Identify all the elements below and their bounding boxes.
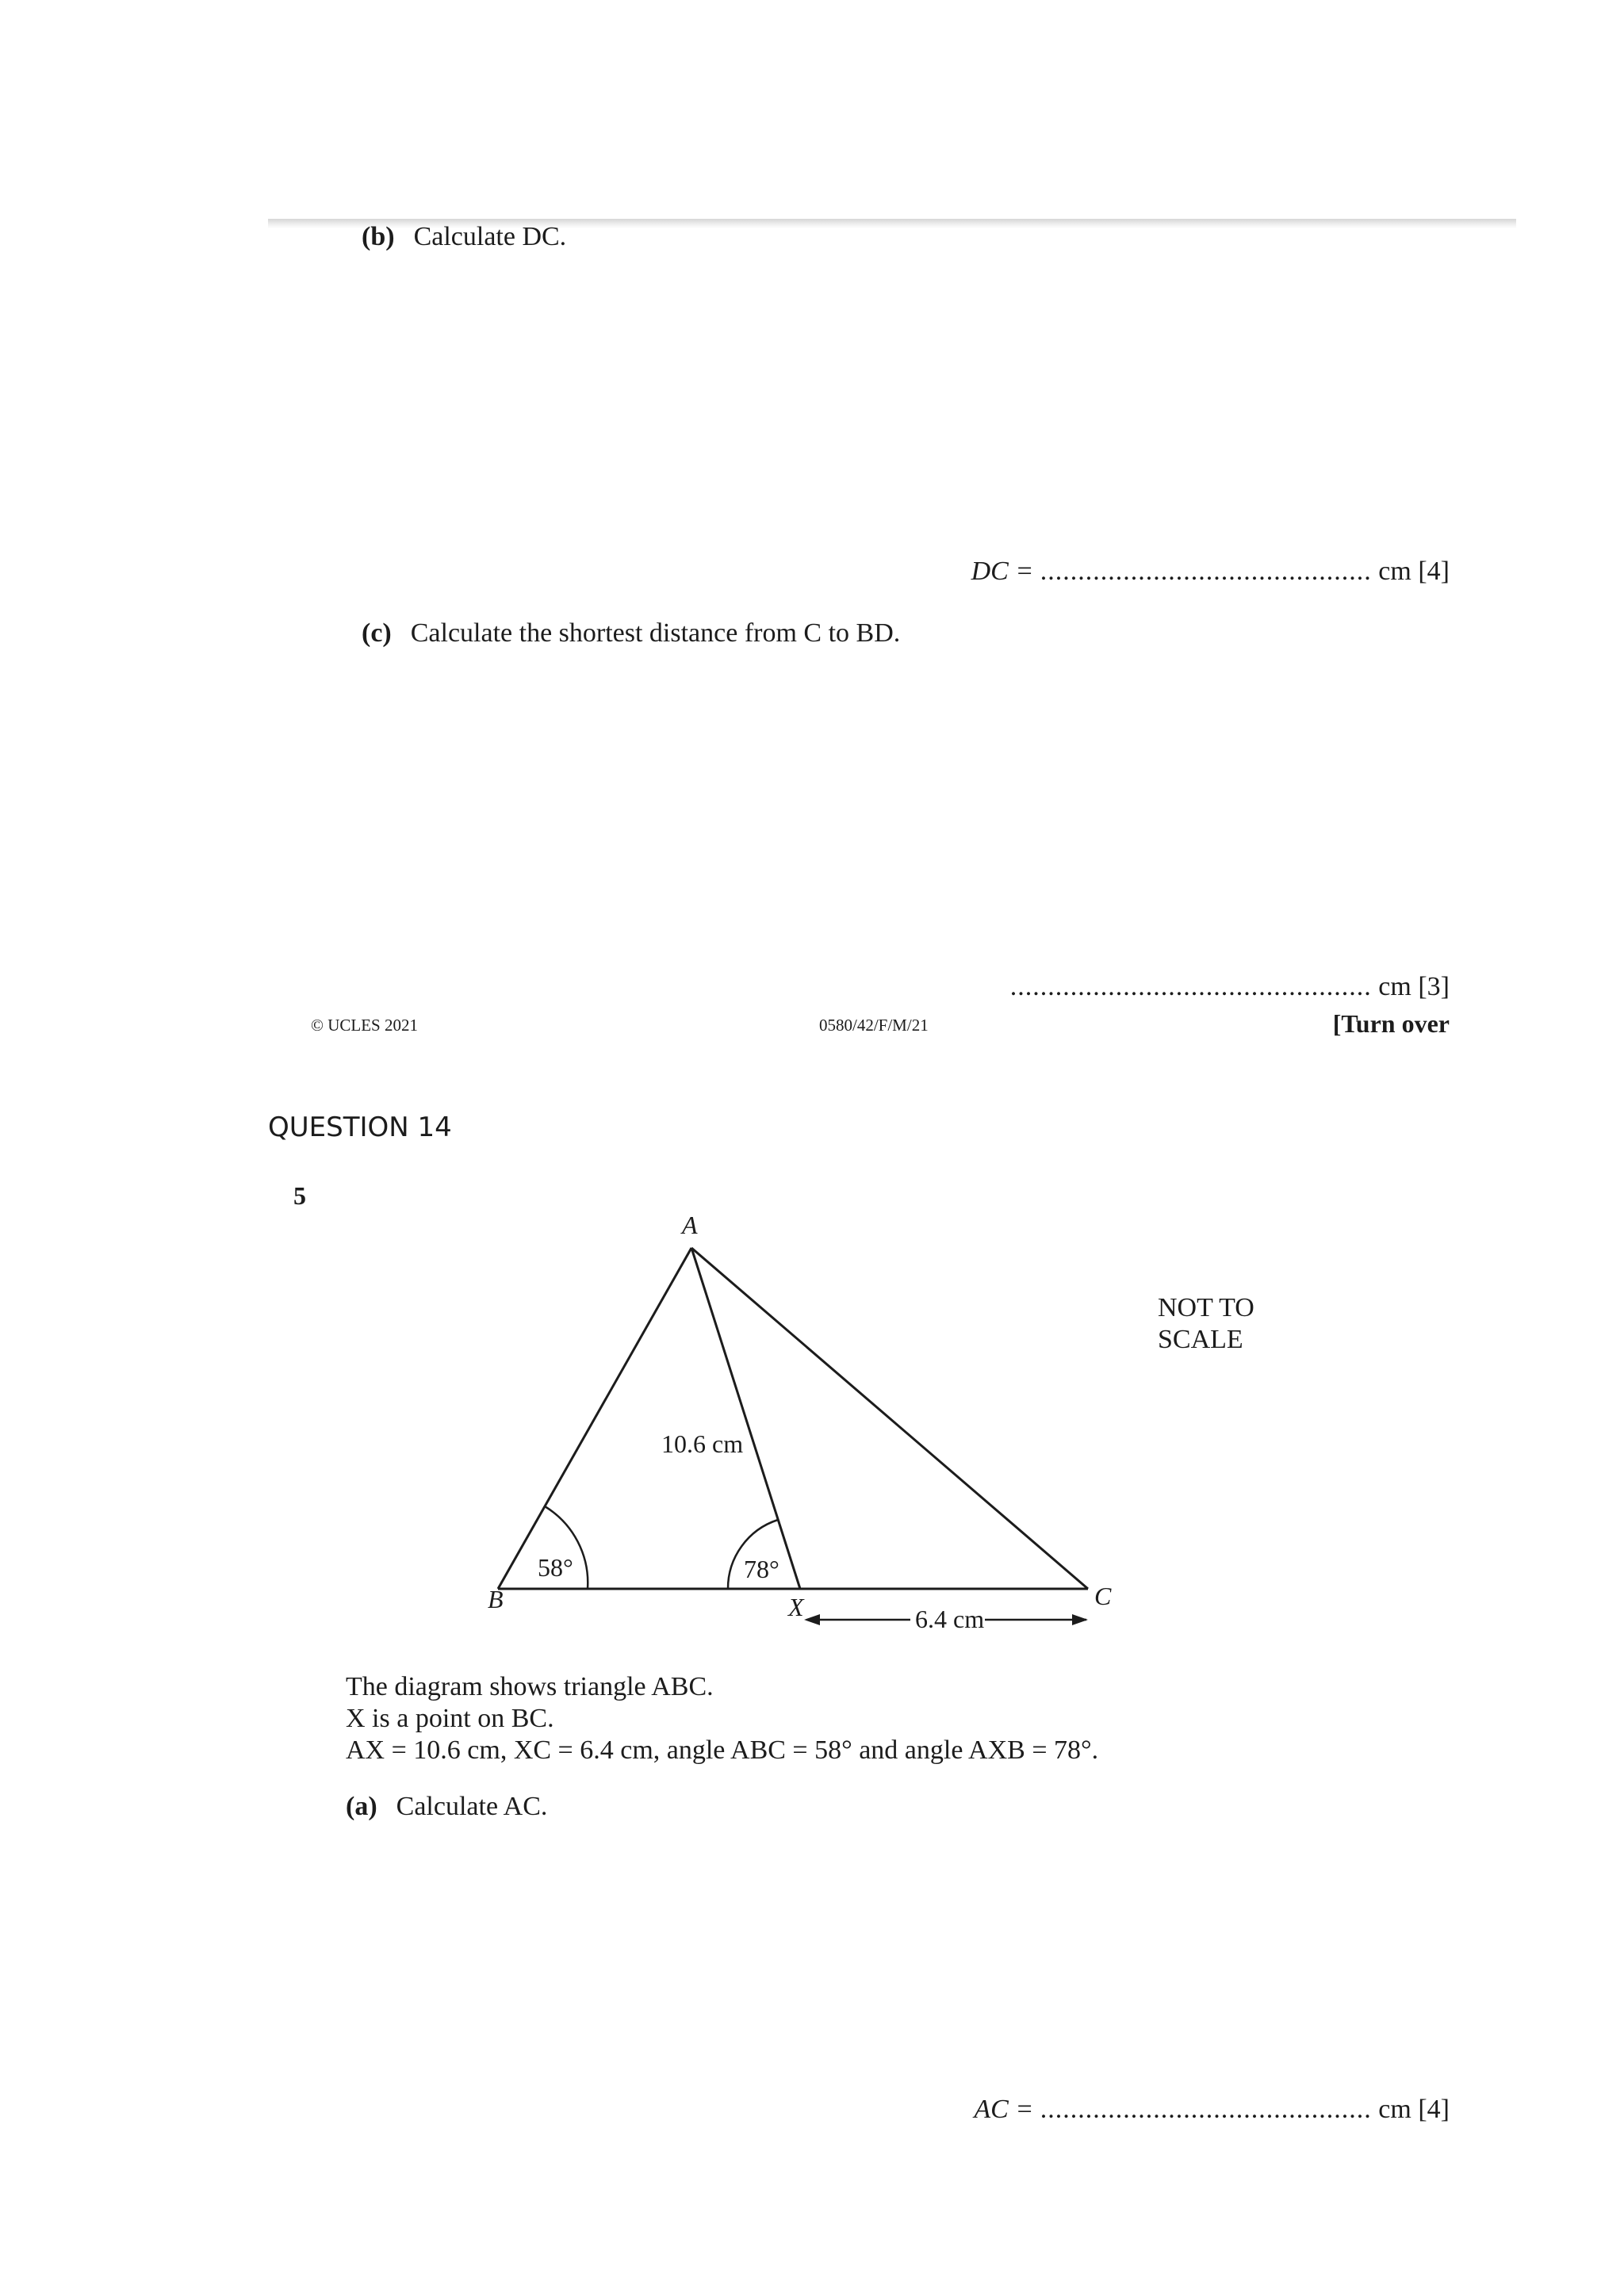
angle-b-label: 58°	[538, 1553, 573, 1582]
part-b-answer-field[interactable]: ............................................	[1040, 557, 1372, 586]
footer-paper-code: 0580/42/F/M/21	[819, 1016, 929, 1035]
part-a-label: (a)	[346, 1792, 377, 1821]
part-c-prompt: Calculate the shortest distance from C to BD.	[410, 618, 901, 648]
side-ab	[498, 1248, 691, 1589]
segment-ax	[691, 1248, 800, 1589]
dimension-arrow-right-icon	[1072, 1614, 1088, 1625]
question-number: 5	[293, 1181, 306, 1210]
part-a-answer-field[interactable]: ............................................	[1040, 2095, 1372, 2124]
part-c-answer-field[interactable]: ................................................	[1009, 972, 1372, 1001]
part-c-unit: cm	[1378, 972, 1411, 1001]
vertex-b-label: B	[488, 1585, 504, 1613]
part-b-answer-prefix: DC =	[971, 557, 1034, 586]
length-xc-label: 6.4 cm	[915, 1605, 985, 1633]
statement-line-2: X is a point on BC.	[346, 1704, 554, 1733]
part-c-label: (c)	[362, 618, 392, 648]
part-a-answer-line	[974, 2095, 1450, 2125]
part-b-marks: [4]	[1418, 557, 1450, 586]
question-statement	[346, 1671, 1098, 1766]
part-c-marks: [3]	[1418, 972, 1450, 1001]
footer-copyright: © UCLES 2021	[311, 1016, 418, 1035]
vertex-c-label: C	[1094, 1582, 1112, 1610]
statement-line-1: The diagram shows triangle ABC.	[346, 1672, 714, 1701]
part-a-prompt: Calculate AC.	[396, 1792, 548, 1821]
dimension-arrow-left-icon	[804, 1614, 820, 1625]
part-a-question	[346, 1792, 547, 1822]
footer-turn-over: [Turn over	[1332, 1009, 1450, 1038]
vertex-x-label: X	[788, 1593, 804, 1621]
length-ax-label: 10.6 cm	[661, 1429, 744, 1458]
not-to-scale-line2: SCALE	[1158, 1325, 1243, 1354]
part-a-answer-prefix: AC =	[974, 2095, 1034, 2124]
part-b-unit: cm	[1378, 557, 1411, 586]
not-to-scale-line1: NOT TO	[1158, 1293, 1254, 1322]
angle-x-label: 78°	[744, 1555, 779, 1583]
side-ac	[691, 1248, 1088, 1589]
part-b-prompt: Calculate DC.	[413, 222, 567, 251]
part-b-label: (b)	[362, 222, 395, 251]
part-a-marks: [4]	[1418, 2095, 1450, 2124]
vertex-a-label: A	[682, 1211, 698, 1239]
question-heading: QUESTION 14	[268, 1112, 452, 1143]
statement-line-3: AX = 10.6 cm, XC = 6.4 cm, angle ABC = 58° and angle AXB = 78°.	[346, 1735, 1099, 1765]
part-a-unit: cm	[1378, 2095, 1411, 2124]
